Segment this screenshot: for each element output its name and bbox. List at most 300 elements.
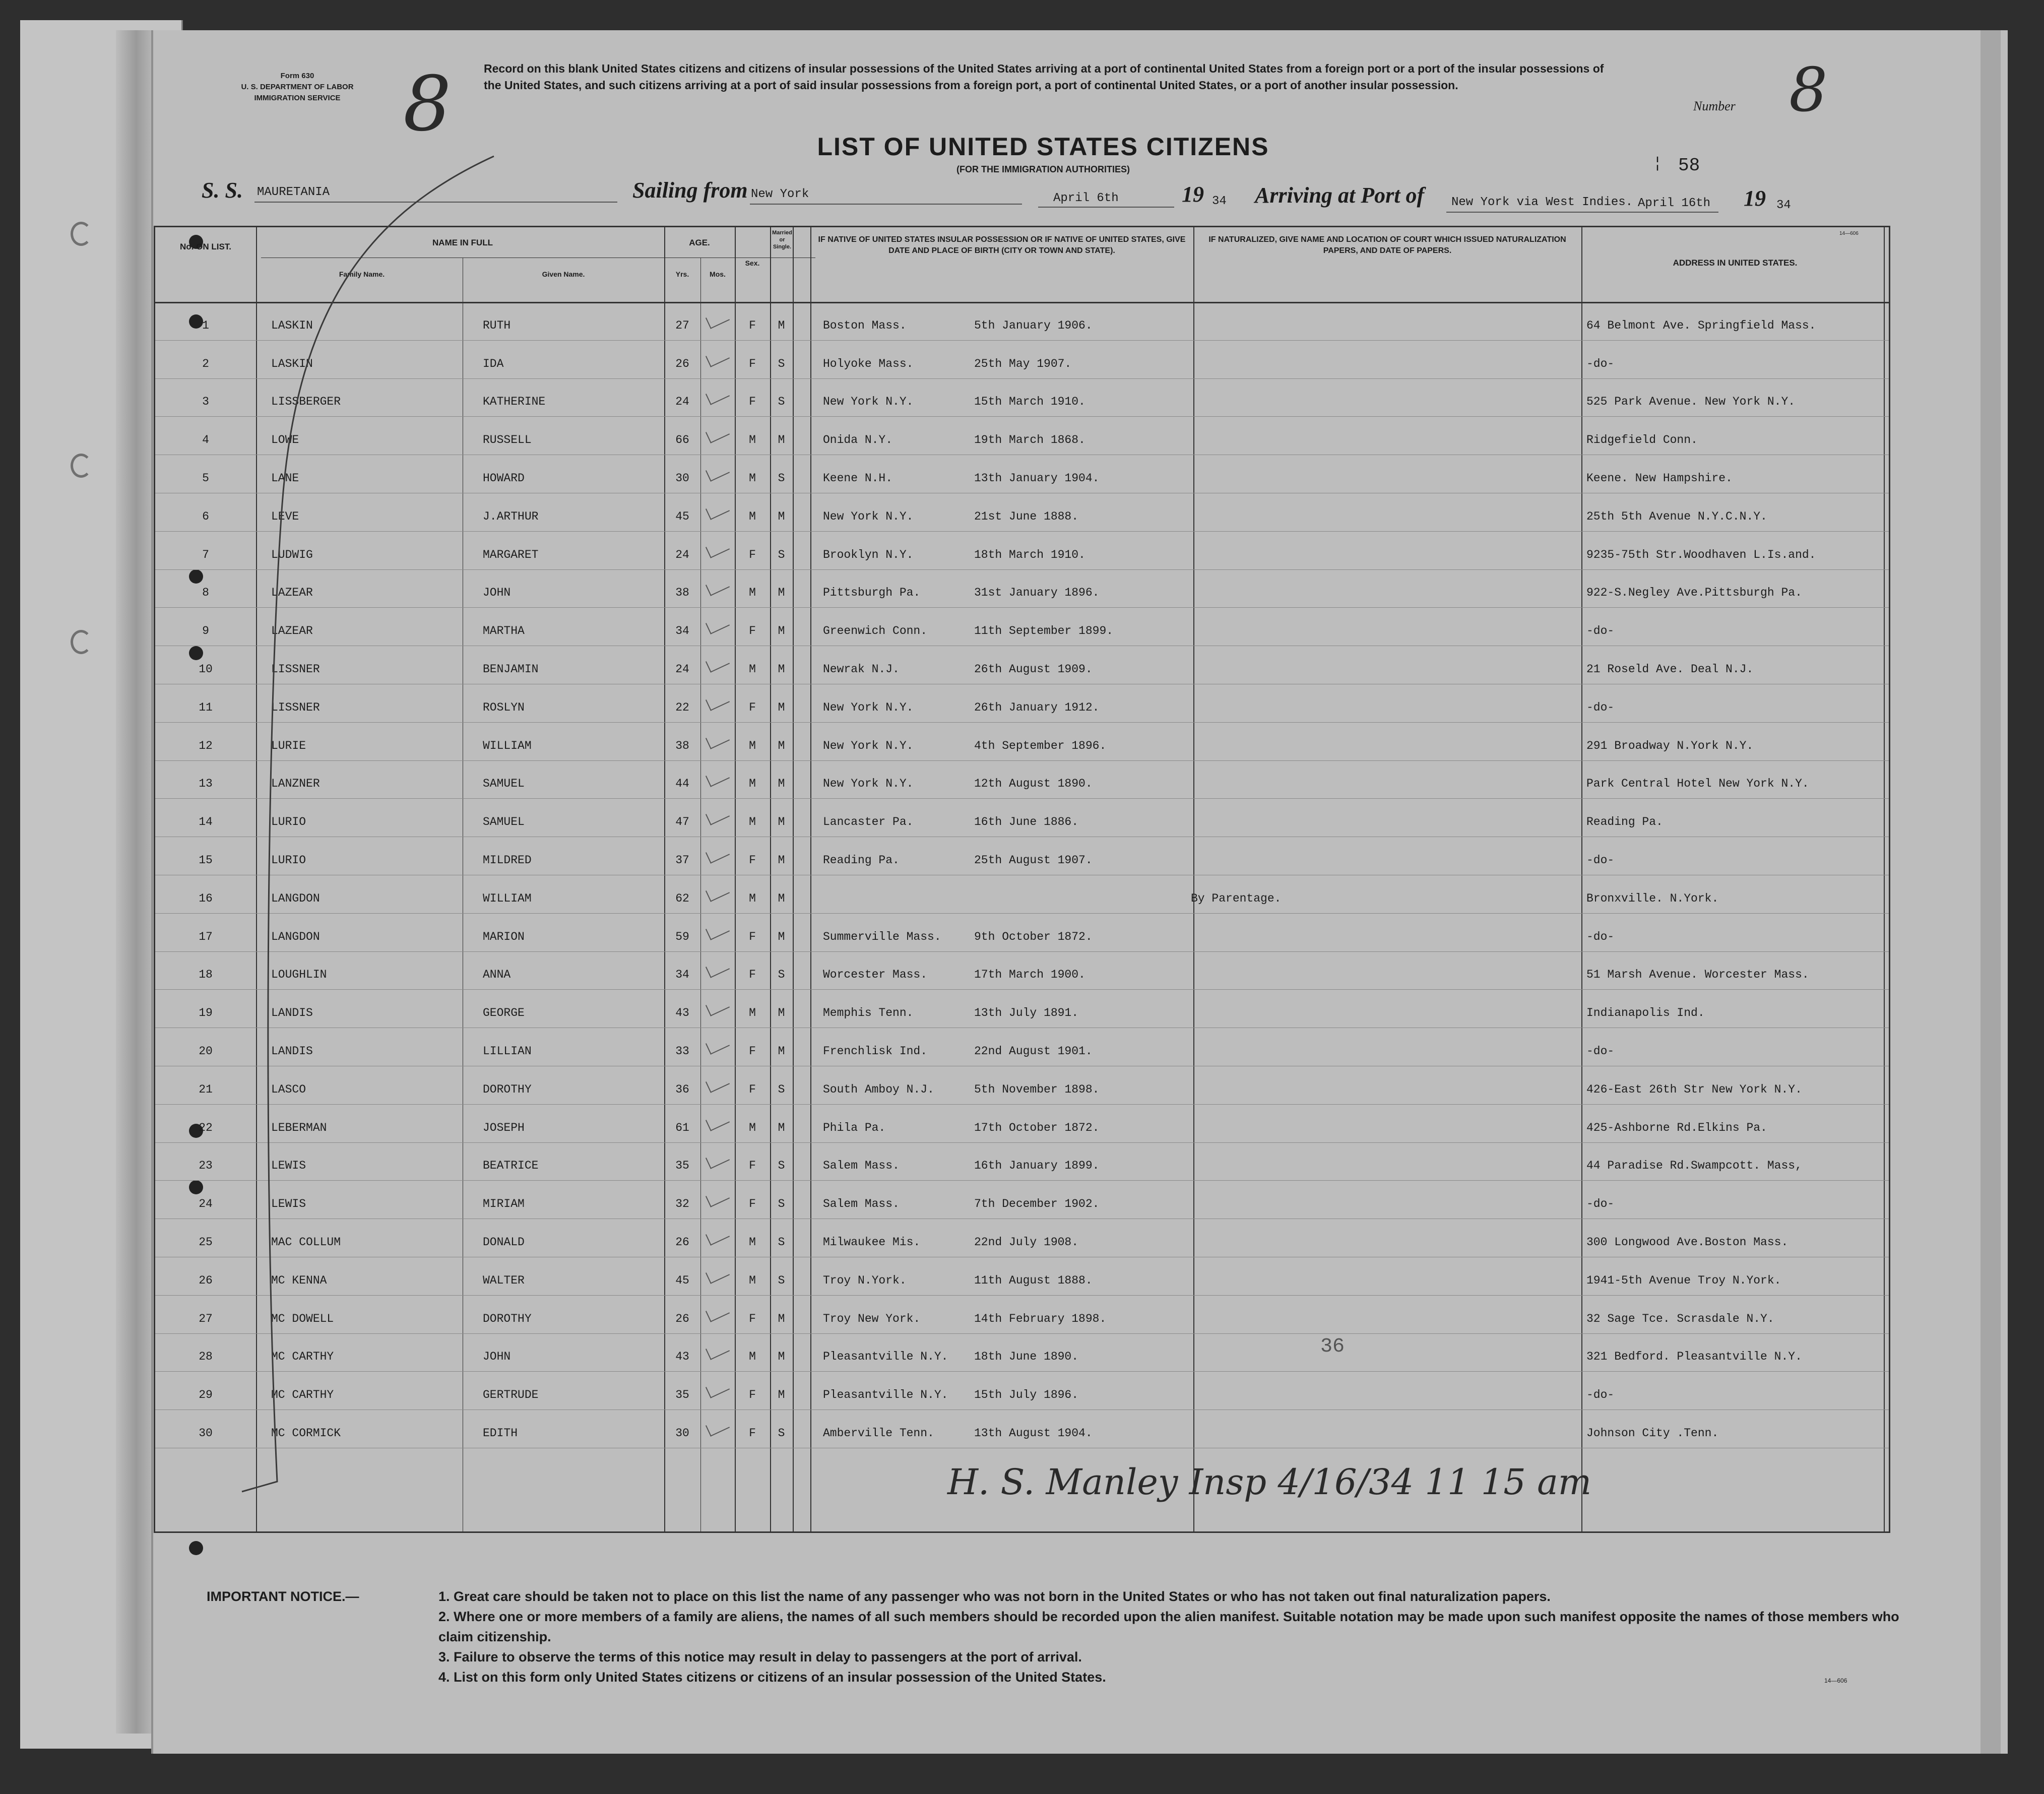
header-given: Given Name. (542, 270, 585, 278)
cell-address: -do- (1586, 930, 1615, 943)
cell-family: MC CARTHY (271, 1388, 334, 1402)
cell-place: Pleasantville N.Y. (823, 1388, 948, 1402)
cell-given: LILLIAN (483, 1045, 532, 1058)
cell-place: New York N.Y. (823, 777, 914, 791)
stamp-number: 36 (1320, 1335, 1345, 1358)
department: U. S. DEPARTMENT OF LABOR (241, 83, 354, 91)
form-code-top: 14—606 (1839, 231, 1859, 236)
form-identifier (202, 71, 393, 104)
cell-no: 18 (199, 968, 213, 982)
cell-address: 21 Roseld Ave. Deal N.J. (1586, 663, 1754, 676)
cell-address: 32 Sage Tce. Scrasdale N.Y. (1586, 1312, 1774, 1325)
notice-item-1: 1. Great care should be taken not to place on this list the name of any passenger who was not born in the United States or who has not taken out final naturalization papers. (438, 1589, 1551, 1604)
cell-address: 64 Belmont Ave. Springfield Mass. (1586, 318, 1816, 332)
cell-place: South Amboy N.J. (823, 1082, 934, 1096)
cell-family: MC KENNA (271, 1273, 327, 1287)
cell-address: Bronxville. N.York. (1586, 891, 1719, 905)
cell-address: -do- (1586, 854, 1615, 867)
cell-no: 6 (202, 509, 209, 523)
cell-sex: F (749, 1388, 756, 1402)
ship-name: MAURETANIA (257, 185, 330, 199)
cell-family: LISSNER (271, 663, 320, 676)
cell-date: 16th June 1886. (974, 815, 1079, 829)
cell-sex: F (749, 854, 756, 867)
check-mark-icon (706, 1149, 730, 1170)
check-mark-icon (706, 767, 730, 788)
check-mark-icon (706, 1187, 730, 1207)
cell-family: LURIO (271, 815, 306, 829)
cell-family: LANGDON (271, 891, 320, 905)
cell-ms: M (778, 930, 785, 943)
year-label-1: 19 (1182, 182, 1204, 207)
cell-ms: M (778, 663, 785, 676)
check-mark-icon (706, 538, 730, 558)
cell-address: -do- (1586, 1045, 1615, 1058)
cell-sex: M (749, 472, 756, 485)
cell-no: 11 (199, 700, 213, 714)
sailing-from: New York (751, 187, 809, 201)
cell-date: 9th October 1872. (974, 930, 1093, 943)
cell-no: 16 (199, 891, 213, 905)
cell-given: WALTER (483, 1273, 525, 1287)
cell-age: 24 (675, 548, 689, 561)
cell-date: 22nd July 1908. (974, 1236, 1079, 1249)
cell-given: ROSLYN (483, 700, 525, 714)
cell-family: MC DOWELL (271, 1312, 334, 1325)
check-mark-icon (706, 844, 730, 864)
cell-ms: M (778, 1121, 785, 1134)
cell-ms: S (778, 357, 785, 370)
cell-age: 38 (675, 739, 689, 752)
page-title: LIST OF UNITED STATES CITIZENS (817, 133, 1269, 161)
notice-item-4: 4. List on this form only United States citizens or citizens of an insular possession of the United States. (438, 1670, 1106, 1685)
cell-sex: M (749, 1350, 756, 1364)
cell-place: Keene N.H. (823, 472, 893, 485)
col-divider (1884, 227, 1885, 1531)
cell-age: 27 (675, 318, 689, 332)
cell-given: JOHN (483, 1350, 511, 1364)
year-label-2: 19 (1744, 186, 1766, 211)
cell-no: 9 (202, 624, 209, 638)
sheet-edge (1981, 30, 2001, 1754)
cell-family: LEWIS (271, 1159, 306, 1173)
cell-ms: M (778, 739, 785, 752)
cell-no: 4 (202, 433, 209, 447)
cell-sex: F (749, 318, 756, 332)
page-subtitle: (FOR THE IMMIGRATION AUTHORITIES) (956, 164, 1130, 174)
cell-sex: M (749, 586, 756, 600)
cell-no: 19 (199, 1006, 213, 1020)
header-no: No. ON LIST. (180, 242, 231, 251)
cell-date: 18th June 1890. (974, 1350, 1079, 1364)
cell-no: 27 (199, 1312, 213, 1325)
cell-sex: M (749, 509, 756, 523)
cell-sex: M (749, 1006, 756, 1020)
header-birth: IF NATIVE OF UNITED STATES INSULAR POSSESSION OR IF NATIVE OF UNITED STATES, GIVE DATE AND PLACE OF BIRTH (CITY OR TOWN AND STATE). (818, 235, 1186, 255)
cell-age: 43 (675, 1006, 689, 1020)
cell-ms: M (778, 1045, 785, 1058)
cell-no: 3 (202, 395, 209, 409)
cell-age: 26 (675, 1236, 689, 1249)
cell-given: DOROTHY (483, 1082, 532, 1096)
cell-sex: F (749, 624, 756, 638)
cell-given: MARGARET (483, 548, 539, 561)
cell-age: 36 (675, 1082, 689, 1096)
sailing-underline (750, 204, 1022, 205)
cell-place: Newrak N.J. (823, 663, 900, 676)
check-mark-icon (706, 347, 730, 367)
arriving-underline (1446, 212, 1718, 213)
col-divider (810, 227, 811, 1531)
cell-family: LANE (271, 472, 299, 485)
cell-family: LAZEAR (271, 624, 313, 638)
cell-no: 13 (199, 777, 213, 791)
cell-place: Brooklyn N.Y. (823, 548, 914, 561)
cell-address: 1941-5th Avenue Troy N.York. (1586, 1273, 1781, 1287)
cell-ms: S (778, 1082, 785, 1096)
cell-address: 426-East 26th Str New York N.Y. (1586, 1082, 1802, 1096)
arriving-label: Arriving at Port of (1255, 183, 1425, 208)
cell-address: Keene. New Hampshire. (1586, 472, 1733, 485)
cell-sex: F (749, 1427, 756, 1440)
header-sex: Sex. (745, 259, 760, 267)
cell-sex: F (749, 357, 756, 370)
cell-ms: S (778, 548, 785, 561)
cell-given: JOHN (483, 586, 511, 600)
check-mark-icon (706, 1302, 730, 1322)
cell-given: J.ARTHUR (483, 509, 539, 523)
cell-age: 45 (675, 509, 689, 523)
binder-ring-icon (71, 630, 92, 654)
cell-date: 13th January 1904. (974, 472, 1100, 485)
check-mark-icon (706, 1111, 730, 1131)
cell-ms: S (778, 1427, 785, 1440)
cell-no: 8 (202, 586, 209, 600)
cell-given: KATHERINE (483, 395, 546, 409)
cell-family: LOWE (271, 433, 299, 447)
cell-place: Frenchlisk Ind. (823, 1045, 928, 1058)
header-mos: Mos. (710, 270, 726, 278)
cell-ms: M (778, 854, 785, 867)
cell-age: 66 (675, 433, 689, 447)
cell-sex: M (749, 891, 756, 905)
pen-bracket-icon (222, 151, 504, 1512)
notice-heading: IMPORTANT NOTICE.— (207, 1589, 359, 1604)
number-label: Number (1693, 99, 1736, 113)
cell-address: 525 Park Avenue. New York N.Y. (1586, 395, 1796, 409)
cell-no: 25 (199, 1236, 213, 1249)
cell-given: DONALD (483, 1236, 525, 1249)
col-divider (770, 227, 771, 1531)
cell-age: 45 (675, 1273, 689, 1287)
cell-sex: F (749, 395, 756, 409)
cell-date: 7th December 1902. (974, 1197, 1100, 1211)
col-divider (1193, 227, 1194, 1531)
cell-date: 4th September 1896. (974, 739, 1107, 752)
cell-address: 9235-75th Str.Woodhaven L.Is.and. (1586, 548, 1816, 561)
cell-family: LAZEAR (271, 586, 313, 600)
cell-given: WILLIAM (483, 739, 532, 752)
cell-address: Reading Pa. (1586, 815, 1663, 829)
check-mark-icon (706, 1417, 730, 1437)
cell-date: 15th July 1896. (974, 1388, 1079, 1402)
cell-place: Amberville Tenn. (823, 1427, 934, 1440)
cell-address: -do- (1586, 624, 1615, 638)
cell-family: LEWIS (271, 1197, 306, 1211)
cell-ms: M (778, 586, 785, 600)
sailing-date: April 6th (1053, 191, 1119, 205)
cell-place: New York N.Y. (823, 395, 914, 409)
cell-place: Onida N.Y. (823, 433, 893, 447)
check-mark-icon (706, 614, 730, 634)
cell-sex: M (749, 815, 756, 829)
col-divider (1581, 227, 1582, 1531)
cell-family: LEBERMAN (271, 1121, 327, 1134)
cell-address: Park Central Hotel New York N.Y. (1586, 777, 1809, 791)
cell-address: 300 Longwood Ave.Boston Mass. (1586, 1236, 1788, 1249)
cell-date: 5th November 1898. (974, 1082, 1100, 1096)
cell-age: 35 (675, 1388, 689, 1402)
cell-date: 25th May 1907. (974, 357, 1072, 370)
header-naturalized: IF NATURALIZED, GIVE NAME AND LOCATION OF COURT WHICH ISSUED NATURALIZATION PAPERS, AND DATE OF PAPERS. (1208, 235, 1566, 255)
cell-date: 26th August 1909. (974, 663, 1093, 676)
cell-date: 31st January 1896. (974, 586, 1100, 600)
cell-family: LURIO (271, 854, 306, 867)
cell-sex: F (749, 1159, 756, 1173)
cell-age: 34 (675, 968, 689, 982)
cell-family: LANZNER (271, 777, 320, 791)
cell-place: Salem Mass. (823, 1197, 900, 1211)
cell-ms: M (778, 700, 785, 714)
binder-ring-icon (71, 222, 92, 246)
notice-items (438, 1586, 1925, 1687)
cell-place: Boston Mass. (823, 318, 907, 332)
sailing-label: Sailing from (632, 178, 748, 203)
cell-place: Troy New York. (823, 1312, 921, 1325)
cell-given: WILLIAM (483, 891, 532, 905)
cell-age: 38 (675, 586, 689, 600)
cell-given: JOSEPH (483, 1121, 525, 1134)
cell-ms: S (778, 1273, 785, 1287)
cell-family: MC CARTHY (271, 1350, 334, 1364)
cell-address: Ridgefield Conn. (1586, 433, 1698, 447)
cell-date: 13th August 1904. (974, 1427, 1093, 1440)
cell-family: LISSNER (271, 700, 320, 714)
cell-place: Troy N.York. (823, 1273, 907, 1287)
cell-age: 30 (675, 472, 689, 485)
cell-address: -do- (1586, 1388, 1615, 1402)
cell-given: MARION (483, 930, 525, 943)
cell-no: 15 (199, 854, 213, 867)
cell-sex: F (749, 700, 756, 714)
cell-ms: M (778, 1350, 785, 1364)
cell-family: LEVE (271, 509, 299, 523)
cell-address: 44 Paradise Rd.Swampcott. Mass, (1586, 1159, 1802, 1173)
cell-given: BENJAMIN (483, 663, 539, 676)
cell-age: 37 (675, 854, 689, 867)
cell-given: EDITH (483, 1427, 518, 1440)
check-mark-icon (706, 1378, 730, 1398)
cell-no: 14 (199, 815, 213, 829)
cell-family: LASKIN (271, 357, 313, 370)
check-mark-icon (706, 462, 730, 482)
check-mark-icon (706, 500, 730, 520)
notice-item-3: 3. Failure to observe the terms of this notice may result in delay to passengers at the port of arrival. (438, 1649, 1082, 1664)
cell-given: MILDRED (483, 854, 532, 867)
cell-family: MC CORMICK (271, 1427, 341, 1440)
cell-place: Memphis Tenn. (823, 1006, 914, 1020)
cell-place: Pittsburgh Pa. (823, 586, 921, 600)
ship-label: S. S. (202, 178, 243, 203)
cell-family: LOUGHLIN (271, 968, 327, 982)
cell-no: 30 (199, 1427, 213, 1440)
check-mark-icon (706, 996, 730, 1016)
binder-ring-icon (71, 454, 92, 478)
cell-family: LUDWIG (271, 548, 313, 561)
cell-no: 2 (202, 357, 209, 370)
cell-sex: M (749, 1273, 756, 1287)
arriving-date: April 16th (1638, 197, 1711, 210)
form-instructions: Record on this blank United States citizens and citizens of insular possessions of the United States arriving at a port of continental United States from a foreign port or a port of the insular possessions of the United States, and such citizens arriving at a port of said insular possessions from a foreign port, a port of continental United States, or a port of another insular possession. (484, 62, 1604, 92)
cell-age: 22 (675, 700, 689, 714)
notice-item-2: 2. Where one or more members of a family are aliens, the names of all such members should be recorded upon the alien manifest. Suitable notation may be made upon such manifest opposite the names of those members who claim citizenship. (438, 1609, 1899, 1644)
check-mark-icon (706, 423, 730, 443)
cell-no: 17 (199, 930, 213, 943)
cell-no: 7 (202, 548, 209, 561)
cell-sex: F (749, 548, 756, 561)
year-2: 34 (1776, 199, 1791, 212)
sailing-date-underline (1038, 207, 1174, 208)
cell-address: 51 Marsh Avenue. Worcester Mass. (1586, 968, 1809, 982)
cell-no: 23 (199, 1159, 213, 1173)
cell-given: GERTRUDE (483, 1388, 539, 1402)
cell-place: Milwaukee Mis. (823, 1236, 921, 1249)
header-name: NAME IN FULL (432, 238, 493, 247)
cell-address: Indianapolis Ind. (1586, 1006, 1705, 1020)
cell-date: 26th January 1912. (974, 700, 1100, 714)
cell-given: SAMUEL (483, 777, 525, 791)
cell-ms: M (778, 777, 785, 791)
cell-age: 34 (675, 624, 689, 638)
cell-ms: M (778, 891, 785, 905)
cell-address: 321 Bedford. Pleasantville N.Y. (1586, 1350, 1802, 1364)
cell-ms: M (778, 433, 785, 447)
cell-address: 425-Ashborne Rd.Elkins Pa. (1586, 1121, 1767, 1134)
cell-family: LISSBERGER (271, 395, 341, 409)
cell-given: RUSSELL (483, 433, 532, 447)
cell-ms: S (778, 1236, 785, 1249)
check-mark-icon (706, 1073, 730, 1093)
form-id: Form 630 (280, 72, 314, 80)
cell-nat: By Parentage. (1191, 891, 1282, 905)
cell-address: -do- (1586, 1197, 1615, 1211)
cell-ms: S (778, 472, 785, 485)
cell-no: 10 (199, 663, 213, 676)
cell-sex: F (749, 1045, 756, 1058)
cell-sex: M (749, 777, 756, 791)
check-mark-icon (706, 882, 730, 902)
cell-no: 26 (199, 1273, 213, 1287)
cell-place: Pleasantville N.Y. (823, 1350, 948, 1364)
arriving-port: New York via West Indies. (1451, 196, 1633, 209)
cell-sex: M (749, 1121, 756, 1134)
check-mark-icon (706, 309, 730, 329)
cell-place: Reading Pa. (823, 854, 900, 867)
cell-family: LASKIN (271, 318, 313, 332)
cell-given: BEATRICE (483, 1159, 539, 1173)
cell-sex: F (749, 1312, 756, 1325)
check-mark-icon (706, 386, 730, 406)
form-code: 14—606 (1824, 1677, 1847, 1684)
cell-ms: S (778, 1159, 785, 1173)
cell-age: 62 (675, 891, 689, 905)
check-mark-icon (706, 691, 730, 711)
cell-ms: S (778, 395, 785, 409)
cell-ms: M (778, 624, 785, 638)
cell-date: 17th March 1900. (974, 968, 1085, 982)
cell-address: -do- (1586, 357, 1615, 370)
cell-sex: M (749, 433, 756, 447)
cell-sex: M (749, 1236, 756, 1249)
check-mark-icon (706, 958, 730, 979)
cell-given: GEORGE (483, 1006, 525, 1020)
check-mark-icon (706, 1226, 730, 1246)
cell-date: 25th August 1907. (974, 854, 1093, 867)
cell-address: 25th 5th Avenue N.Y.C.N.Y. (1586, 509, 1767, 523)
binder-spine (116, 30, 156, 1734)
cell-place: Greenwich Conn. (823, 624, 928, 638)
cell-ms: M (778, 1312, 785, 1325)
cell-given: RUTH (483, 318, 511, 332)
cell-ms: M (778, 1388, 785, 1402)
cell-given: SAMUEL (483, 815, 525, 829)
cell-sex: F (749, 1197, 756, 1211)
cell-family: LANDIS (271, 1045, 313, 1058)
cell-date: 13th July 1891. (974, 1006, 1079, 1020)
check-mark-icon (706, 1264, 730, 1284)
cell-sex: M (749, 663, 756, 676)
service: IMMIGRATION SERVICE (254, 94, 341, 102)
cell-place: Holyoke Mass. (823, 357, 914, 370)
cell-date: 22nd August 1901. (974, 1045, 1093, 1058)
inspector-signature: H. S. Manley Insp 4/16/34 11 15 am (947, 1461, 1592, 1503)
cell-age: 24 (675, 395, 689, 409)
cell-given: HOWARD (483, 472, 525, 485)
cell-given: MIRIAM (483, 1197, 525, 1211)
cell-age: 24 (675, 663, 689, 676)
check-mark-icon (706, 576, 730, 597)
cell-no: 21 (199, 1082, 213, 1096)
cell-date: 11th September 1899. (974, 624, 1114, 638)
cell-address: -do- (1586, 700, 1615, 714)
cell-place: New York N.Y. (823, 739, 914, 752)
col-divider (664, 227, 665, 1531)
cell-family: LASCO (271, 1082, 306, 1096)
cell-given: MARTHA (483, 624, 525, 638)
sheet-number: 58 (1678, 155, 1700, 176)
cell-date: 14th February 1898. (974, 1312, 1107, 1325)
cell-age: 43 (675, 1350, 689, 1364)
cell-ms: S (778, 1197, 785, 1211)
cell-age: 44 (675, 777, 689, 791)
cell-date: 12th August 1890. (974, 777, 1093, 791)
cell-given: ANNA (483, 968, 511, 982)
cell-age: 59 (675, 930, 689, 943)
check-mark-icon (706, 920, 730, 940)
cell-place: New York N.Y. (823, 700, 914, 714)
cell-ms: S (778, 968, 785, 982)
cell-family: LANGDON (271, 930, 320, 943)
